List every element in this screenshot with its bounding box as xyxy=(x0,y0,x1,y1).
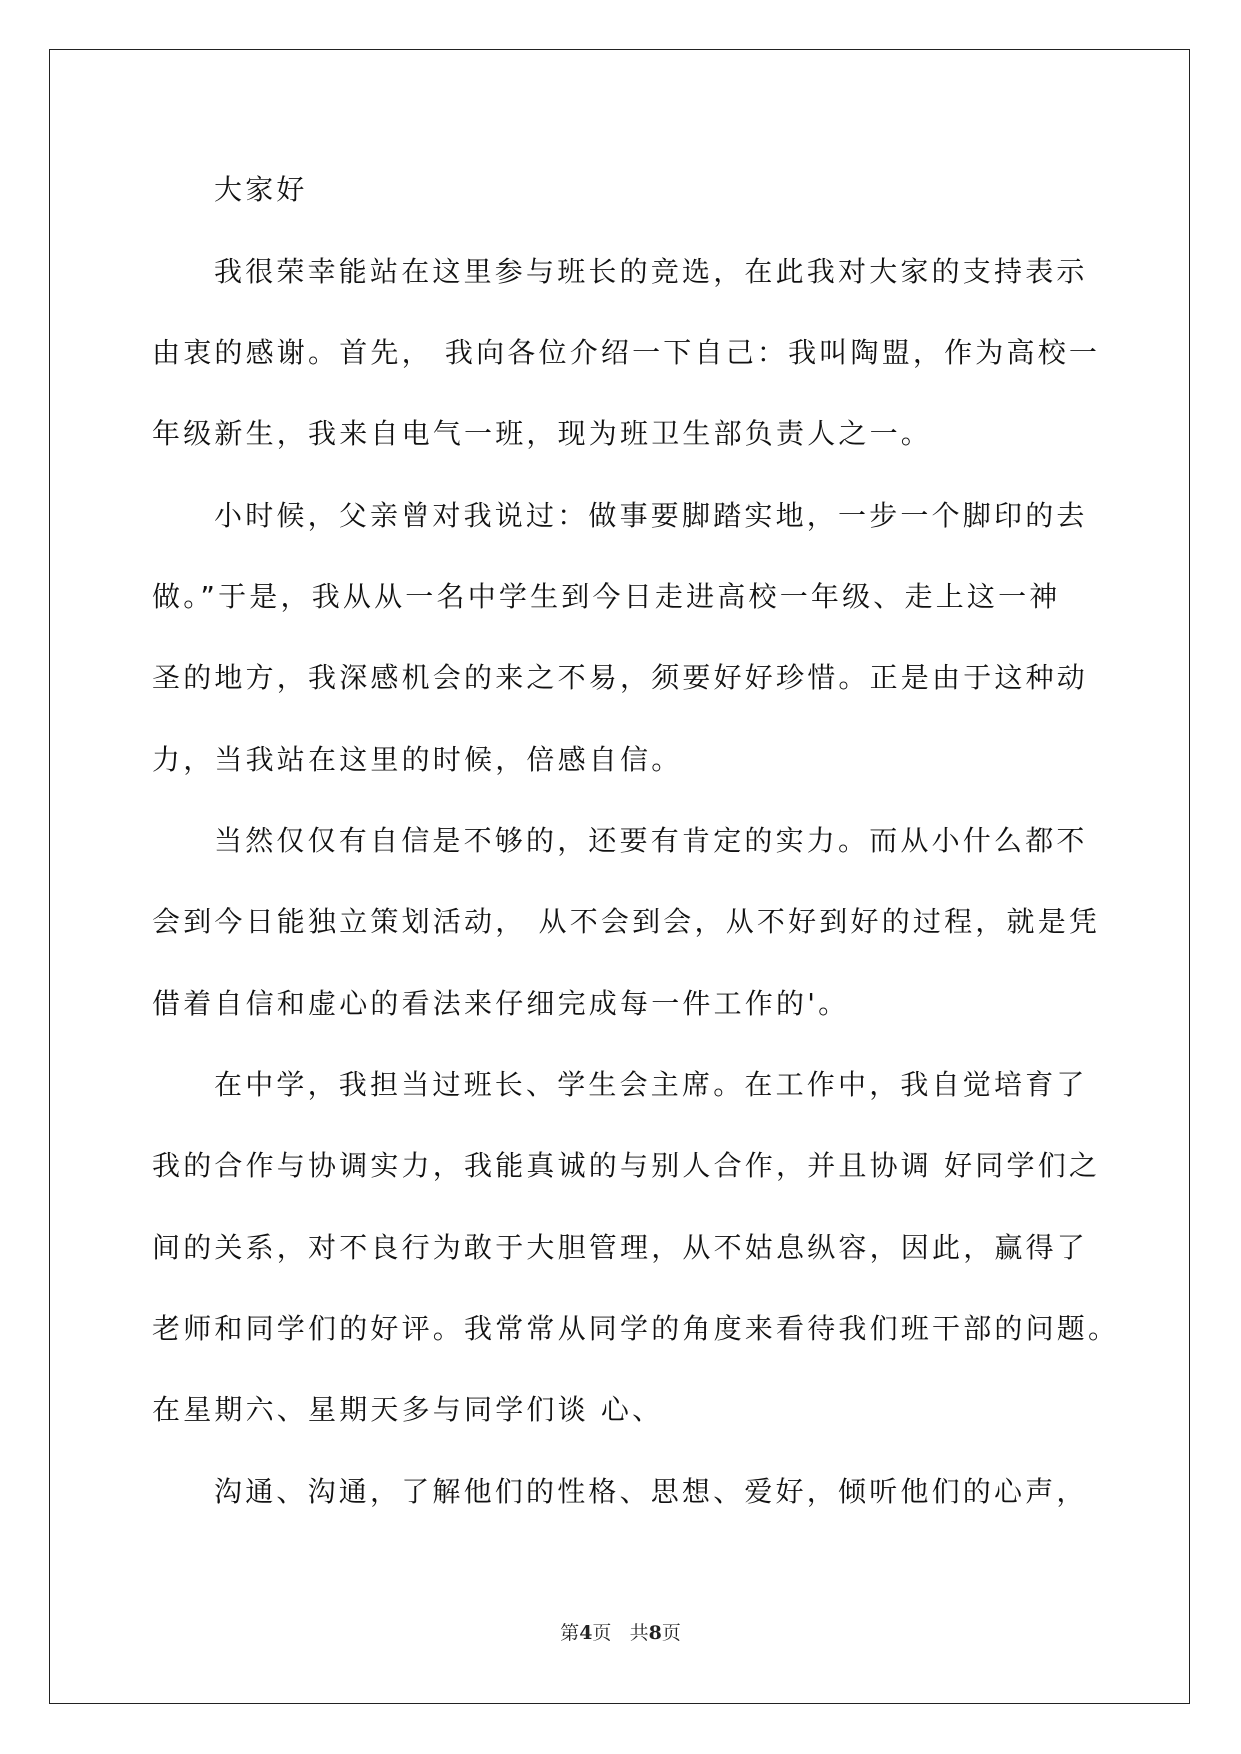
paragraph-5-line-1: 沟通、沟通，了解他们的性格、思想、爱好，倾听他们的心声， xyxy=(214,1475,1088,1508)
paragraph-4-line-3: 间的关系，对不良行为敢于大胆管理，从不姑息纵容，因此，赢得了 xyxy=(152,1231,1089,1264)
page-footer xyxy=(0,1618,1241,1645)
footer-total-pages: 8 xyxy=(648,1622,662,1644)
footer-page-prefix: 第 xyxy=(560,1622,580,1644)
paragraph-3-line-3: 借着自信和虚心的看法来仔细完成每一件工作的'。 xyxy=(152,987,850,1020)
page-border xyxy=(49,49,1190,1704)
paragraph-4-line-5: 在星期六、星期天多与同学们谈 心、 xyxy=(152,1393,664,1426)
paragraph-4-line-2: 我的合作与协调实力，我能真诚的与别人合作，并且协调 好同学们之 xyxy=(152,1149,1101,1182)
paragraph-1-line-1: 我很荣幸能站在这里参与班长的竞选，在此我对大家的支持表示 xyxy=(214,255,1088,288)
paragraph-3-line-2: 会到今日能独立策划活动， 从不会到会，从不好到好的过程，就是凭 xyxy=(152,905,1101,938)
paragraph-2-line-4: 力，当我站在这里的时候，倍感自信。 xyxy=(152,743,683,776)
paragraph-2-line-3: 圣的地方，我深感机会的来之不易，须要好好珍惜。正是由于这种动 xyxy=(152,661,1089,694)
paragraph-1-line-3: 年级新生，我来自电气一班，现为班卫生部负责人之一。 xyxy=(152,417,933,450)
paragraph-3-line-1: 当然仅仅有自信是不够的，还要有肯定的实力。而从小什么都不 xyxy=(214,824,1088,857)
footer-page-number: 4 xyxy=(579,1622,593,1644)
footer-page-suffix: 页 xyxy=(592,1622,612,1644)
paragraph-4-line-4: 老师和同学们的好评。我常常从同学的角度来看待我们班干部的问题。 xyxy=(152,1312,1120,1345)
greeting-line: 大家好 xyxy=(214,173,308,206)
paragraph-2-line-1: 小时候，父亲曾对我说过：做事要脚踏实地，一步一个脚印的去 xyxy=(214,499,1088,532)
paragraph-2-line-2: 做。”于是，我从从一名中学生到今日走进高校一年级、走上这一神 xyxy=(152,580,1061,613)
footer-total-suffix: 页 xyxy=(661,1622,681,1644)
paragraph-1-line-2: 由衷的感谢。首先， 我向各位介绍一下自己：我叫陶盟，作为高校一 xyxy=(152,336,1101,369)
paragraph-4-line-1: 在中学，我担当过班长、学生会主席。在工作中，我自觉培育了 xyxy=(214,1068,1088,1101)
footer-total-prefix: 共 xyxy=(629,1622,649,1644)
